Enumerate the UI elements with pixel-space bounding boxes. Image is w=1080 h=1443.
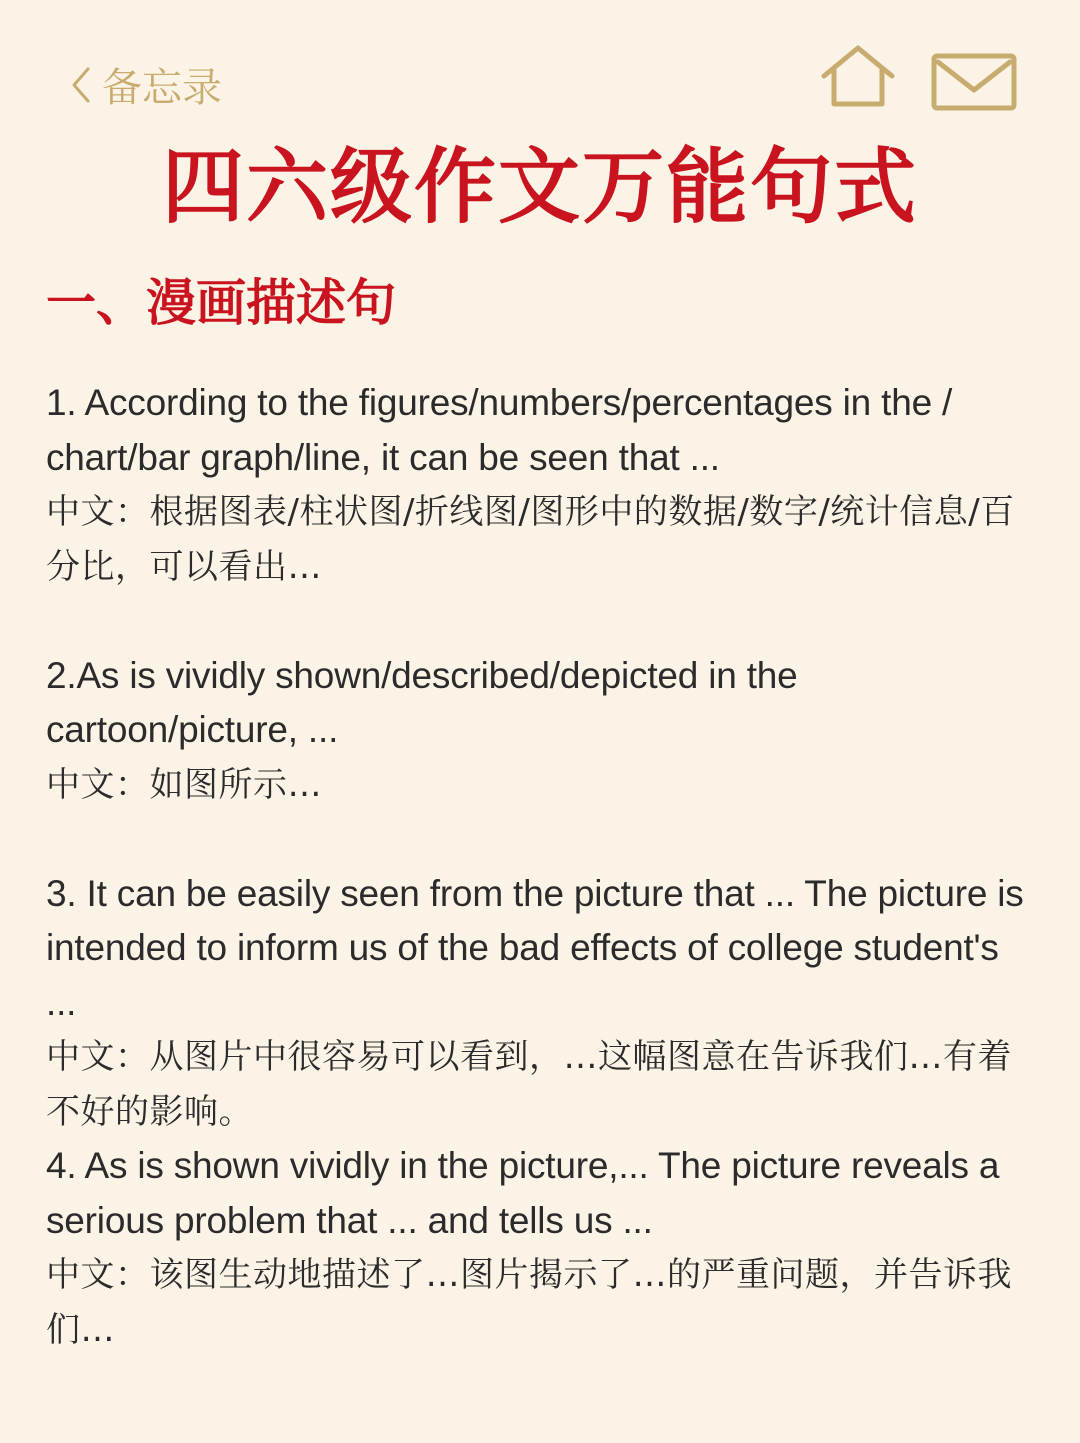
- sentence-item: [46, 649, 1036, 813]
- section-heading: 一、漫画描述句: [46, 274, 396, 332]
- home-icon: [818, 44, 898, 110]
- sentence-item: [46, 1139, 1036, 1357]
- english-sentence: 1. According to the figures/numbers/percentages in the / chart/bar graph/line, it can be seen that ...: [46, 382, 953, 478]
- chinese-translation: 中文：根据图表/柱状图/折线图/图形中的数据/数字/统计信息/百分比，可以看出…: [46, 492, 1015, 587]
- mail-icon: [930, 52, 1018, 112]
- chinese-translation: 中文：如图所示…: [46, 764, 322, 805]
- back-button[interactable]: [70, 56, 222, 113]
- top-bar: [0, 0, 1080, 140]
- sentence-item: [46, 867, 1036, 1140]
- chevron-left-icon: [70, 65, 92, 105]
- home-button[interactable]: [818, 44, 898, 114]
- chinese-translation: 中文：从图片中很容易可以看到，…这幅图意在告诉我们…有着不好的影响。: [46, 1037, 1012, 1132]
- mail-button[interactable]: [930, 52, 1018, 116]
- chinese-translation: 中文：该图生动地描述了…图片揭示了…的严重问题，并告诉我们…: [46, 1255, 1012, 1350]
- english-sentence: 3. It can be easily seen from the picture that ... The picture is intended to inform us of the bad effects of college student's ...: [46, 872, 1024, 1023]
- back-label: 备忘录: [102, 65, 222, 111]
- sentence-list: [46, 376, 1036, 1357]
- page-title: 四六级作文万能句式: [161, 140, 918, 235]
- sentence-item: [46, 376, 1036, 594]
- english-sentence: 4. As is shown vividly in the picture,... The picture reveals a serious problem that ... and tells us ...: [46, 1145, 1000, 1241]
- english-sentence: 2.As is vividly shown/described/depicted in the cartoon/picture, ...: [46, 654, 798, 750]
